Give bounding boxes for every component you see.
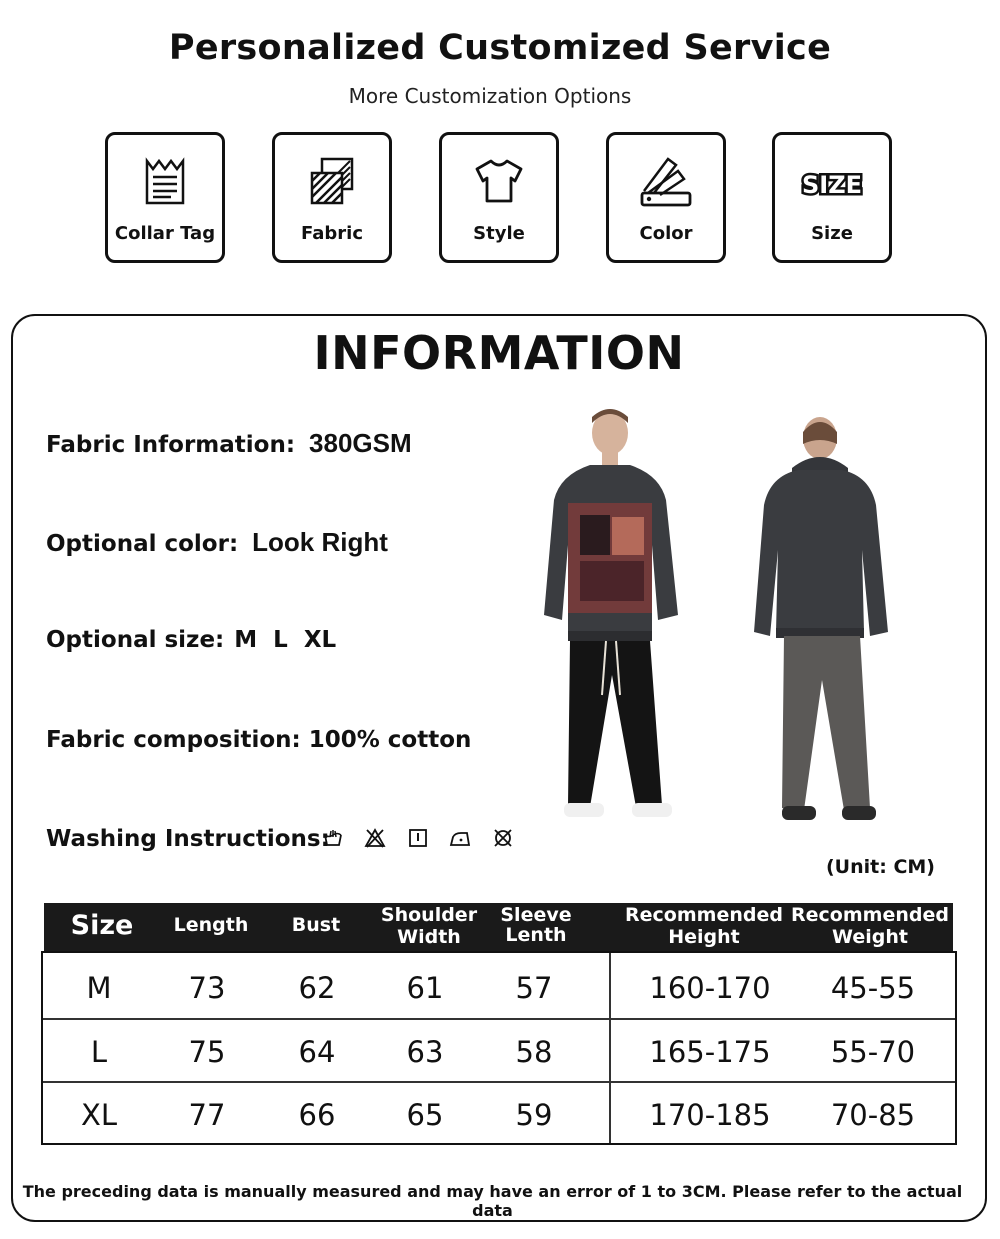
option-label: Color <box>639 223 693 244</box>
header-recommended-height: Recommended <box>625 904 783 926</box>
collar-tag-icon <box>137 153 193 209</box>
cell-height: 160-170 <box>649 971 771 1005</box>
no-bleach-icon <box>364 827 386 849</box>
fabric-info-value: 380GSM <box>309 428 412 458</box>
unit-label: (Unit: CM) <box>826 856 935 878</box>
fabric-info-label: Fabric Information: <box>46 432 296 458</box>
option-label: Style <box>473 223 525 244</box>
svg-text:SIZE: SIZE <box>801 171 863 199</box>
cell-weight: 70-85 <box>830 1098 916 1132</box>
option-label: Collar Tag <box>114 223 216 244</box>
page-subtitle: More Customization Options <box>348 84 632 108</box>
page-title: Personalized Customized Service <box>168 28 832 68</box>
product-front-photo <box>540 405 710 830</box>
cell-shoulder: 65 <box>406 1098 444 1132</box>
product-back-photo <box>752 410 912 830</box>
row-divider <box>43 1081 955 1083</box>
option-size[interactable] <box>772 132 892 263</box>
header-shoulder: Shoulder <box>380 904 478 926</box>
cell-height: 165-175 <box>649 1035 771 1069</box>
cell-weight: 55-70 <box>830 1035 916 1069</box>
cell-sleeve: 59 <box>515 1098 553 1132</box>
cell-length: 73 <box>188 971 226 1005</box>
fabric-icon <box>304 153 360 209</box>
hand-wash-icon <box>322 827 344 849</box>
optional-color-row <box>46 527 388 558</box>
size-table-body <box>41 951 957 1145</box>
cell-sleeve: 58 <box>515 1035 553 1069</box>
washing-instructions-label: Washing Instructions: <box>46 826 330 852</box>
tshirt-icon <box>471 153 527 209</box>
optional-color-label: Optional color: <box>46 531 239 557</box>
optional-color-value: Look Right <box>252 527 388 557</box>
cell-weight: 45-55 <box>830 971 916 1005</box>
option-fabric[interactable] <box>272 132 392 263</box>
cell-size: XL <box>80 1098 118 1132</box>
tumble-dry-icon <box>407 827 429 849</box>
column-divider <box>609 953 611 1143</box>
no-dry-clean-icon <box>492 827 514 849</box>
option-collar-tag[interactable] <box>105 132 225 263</box>
cell-bust: 62 <box>298 971 336 1005</box>
cell-size: M <box>86 971 112 1005</box>
fabric-composition: Fabric composition: 100% cotton <box>46 727 472 753</box>
header-length: Length <box>173 914 249 936</box>
header-bust: Bust <box>291 914 341 936</box>
fabric-info-row <box>46 428 412 459</box>
option-label: Size <box>811 223 853 244</box>
optional-size-value: M L XL <box>234 627 337 653</box>
header-height: Height <box>668 926 740 948</box>
cell-length: 75 <box>188 1035 226 1069</box>
cell-bust: 64 <box>298 1035 336 1069</box>
header-size: Size <box>70 910 134 941</box>
row-divider <box>43 1018 955 1020</box>
size-table-header <box>44 903 953 951</box>
color-swatch-icon <box>638 153 694 209</box>
cell-shoulder: 61 <box>406 971 444 1005</box>
cell-size: L <box>90 1035 108 1069</box>
optional-size-label: Optional size: <box>46 627 225 653</box>
header-recommended-weight: Recommended <box>791 904 949 926</box>
header-weight: Weight <box>832 926 908 948</box>
cell-shoulder: 63 <box>406 1035 444 1069</box>
iron-icon <box>449 827 471 849</box>
header-sleeve-length: Lenth <box>505 924 567 946</box>
optional-size-row <box>46 627 336 653</box>
header-sleeve: Sleeve <box>500 904 572 926</box>
size-icon <box>801 153 863 209</box>
footnote: The preceding data is manually measured and may have an error of 1 to 3CM. Please refer to the actual data <box>22 1182 963 1220</box>
header-shoulder-width: Width <box>397 926 461 948</box>
cell-sleeve: 57 <box>515 971 553 1005</box>
option-style[interactable] <box>439 132 559 263</box>
option-color[interactable] <box>606 132 726 263</box>
information-title: INFORMATION <box>313 326 685 380</box>
option-label: Fabric <box>301 223 363 244</box>
cell-bust: 66 <box>298 1098 336 1132</box>
cell-height: 170-185 <box>649 1098 771 1132</box>
cell-length: 77 <box>188 1098 226 1132</box>
